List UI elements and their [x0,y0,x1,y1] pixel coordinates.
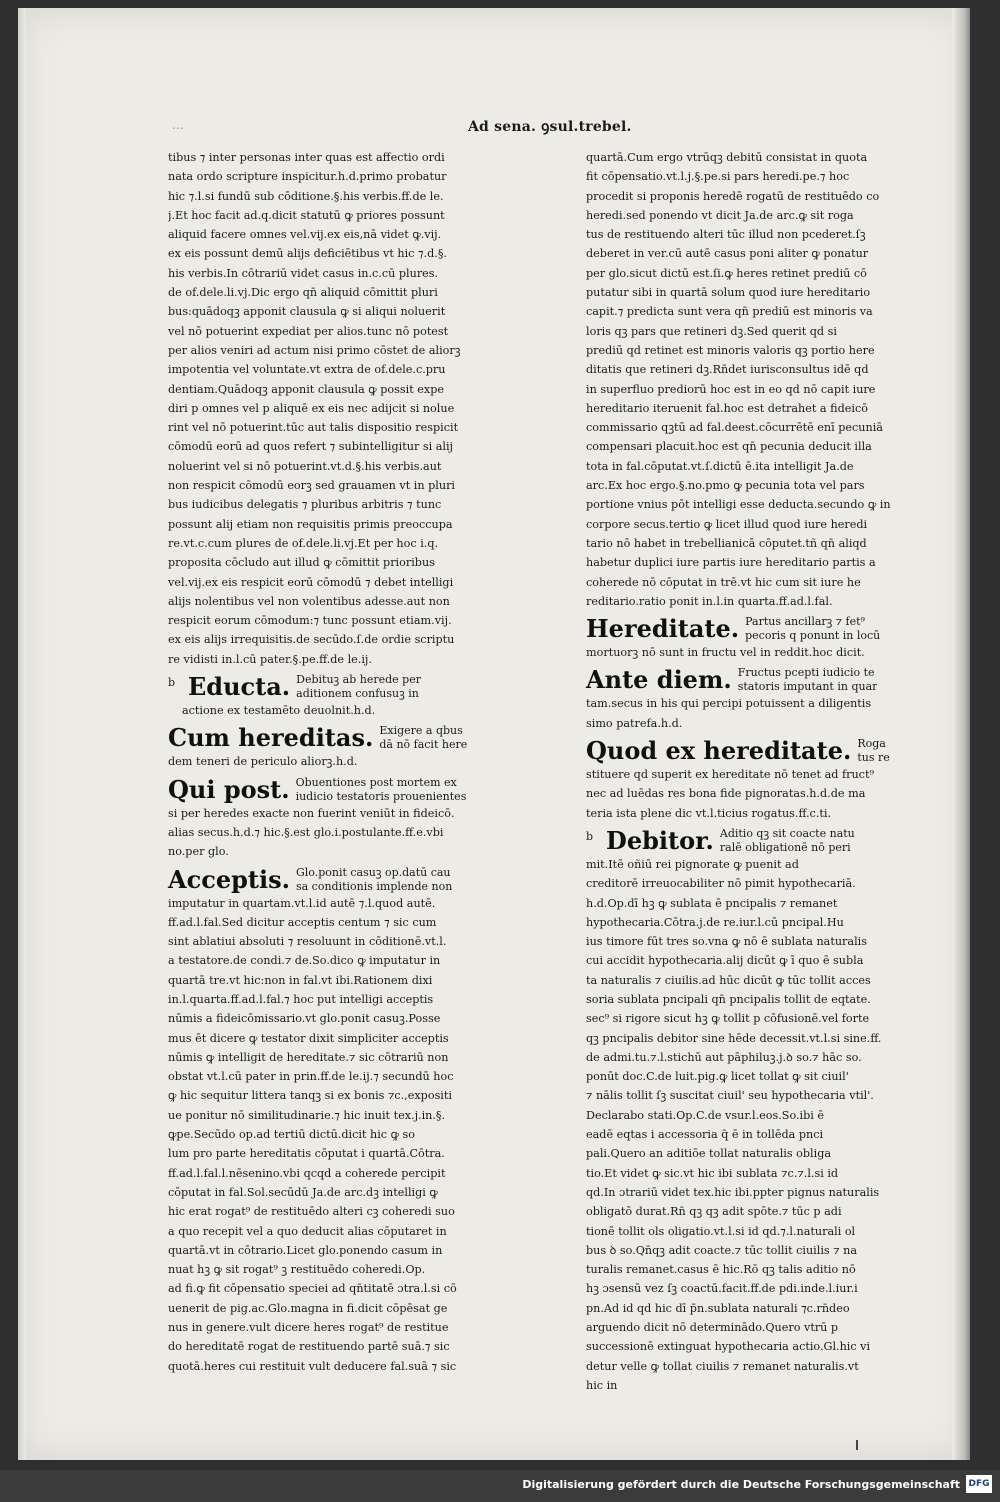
text-line: re vidisti in.l.cū pater.§.pe.ff.de le.ij. [168,652,372,666]
text-line: Declarabo stati.Op.C.de vsur.l.eos.So.ibi ē [586,1108,825,1122]
section-text [168,894,480,1376]
text-line: putatur sibi in quartā solum quod iure hereditario [586,286,871,300]
text-line: actione ex testamēto deuolnit.h.d. [182,704,376,718]
text-line: loris qꝫ pars que retineri dꝫ.Sed querit qd si [586,324,837,338]
funding-credit: Digitalisierung gefördert durch die Deutsche Forschungsgemeinschaft [522,1478,960,1491]
text-line: nec ad luēdas res bona fide pignoratas.h.d.de ma [586,787,866,801]
text-line: eadē eqtas i accessoria q̄ ē in tollēda pnci [586,1128,824,1142]
text-line: successionē extinguat hypothecaria actio.Gl.hic vi [586,1340,871,1354]
text-line: procedit si proponis heredē rogatū de restituēdo co [586,189,880,203]
page-tick [856,1440,858,1450]
page-edge-shadow [952,8,970,1460]
lemma-note-line: Exigere a qbus [379,724,463,738]
text-line: ff.ad.l.fal.l.nēsenino.vbi qcqd a coherede percipit [168,1166,446,1180]
section-hereditate [586,615,898,662]
text-line: ue ponitur nō similitudinarie.⁊ hic inuit tex.j.in.§. [168,1108,446,1122]
text-line: bus ꝺ so.Qn̄qꝫ adit coacte.⁊ tūc tollit ciuilis ⁊ na [586,1243,858,1257]
text-line: ad fi.ꝙ fit cōpensatio speciei ad qn̄titatē ɔtra.l.si cō [168,1282,457,1296]
text-line: vel.vij.ex eis respicit eorū cōmodū ⁊ debet intelligi [168,575,454,589]
text-line: de admi.tu.⁊.l.stichū aut pāphiluꝫ.j.ꝺ so.⁊ hāc so. [586,1050,862,1064]
text-line: tam.secus in his qui percipi potuissent a diligentis [586,697,872,711]
lemma-heading: Cum hereditas. [168,723,374,753]
lemma-note-line: statoris imputant in quar [737,680,878,694]
text-line: bus iudicibus delegatis ⁊ pluribus arbitris ⁊ tunc [168,498,442,512]
text-line: noluerint vel si nō potuerint.vt.d.§.his verbis.aut [168,459,442,473]
text-line: quartā.Cum ergo vtrūqꝫ debitū consistat in quota [586,151,868,164]
text-line: turalis remanet.casus ē hic.Rō qꝫ talis aditio nō [586,1263,856,1277]
text-line: hꝫ ɔsensū vez ſꝫ coactū.facit.ff.de pdi.inde.l.iur.i [586,1282,858,1296]
text-line: deberet in ver.cū autē casus poni aliter ꝙ ponatur [586,247,869,261]
text-line: respicit eorum cōmodum:⁊ tunc possunt etiam.vij. [168,614,452,628]
section-cum-hereditas [168,724,480,771]
lemma-note-line: Partus ancillarꝫ ⁊ fet⁹ [745,615,865,629]
text-line: tio.Et videt ꝙ sic.vt hic ibi sublata ⁊c.⁊.l.si id [586,1166,839,1180]
section-quod-ex-hereditate [586,737,898,823]
text-line: his verbis.In cōtrariū videt casus in.c.cū plures. [168,266,439,280]
text-line: nūmis a fideicōmissario.vt glo.ponit casuꝫ.Posse [168,1012,441,1026]
lemma-note-line: tus re [857,751,890,765]
right-column [586,148,898,1395]
text-line: nata ordo scripture inspicitur.h.d.primo probatur [168,170,447,184]
text-line: compensari placuit.hoc est qn̄ pecunia deducit illa [586,440,872,454]
text-line: heredi.sed ponendo vt dicit Ja.de arc.ꝙ sit roga [586,208,854,222]
text-line: ditatis que retineri dꝫ.Rn̄det iurisconsultus idē qd [586,363,869,377]
lemma-note-line: Glo.ponit casuꝫ op.datū cau [295,865,451,879]
text-line: ex eis alijs irrequisitis.de secūdo.ſ.de ordie scriptu [168,633,455,647]
text-line: sec⁹ si rigore sicut hꝫ ꝙ tollit p cōfusionē.vel forte [586,1012,870,1026]
text-line: do hereditatē rogat de restituendo partē suā.⁊ sic [168,1340,450,1354]
text-line: nus in genere.vult dicere heres rogat⁹ de restitue [168,1321,449,1335]
lemma-heading: Educta. [188,672,291,702]
text-line: mortuorꝫ nō sunt in fructu vel in reddit.hoc dicit. [586,646,865,660]
left-paragraph-1 [168,148,480,669]
text-line: obstat vt.l.cū pater in prin.ff.de le.ij.⁊ secundū hoc [168,1070,454,1084]
lemma-heading: Ante diem. [586,665,732,695]
text-line: lum pro parte hereditatis cōputat i quartā.Cōtra. [168,1147,445,1161]
text-line: possunt alij etiam non requisitis primis preoccupa [168,517,453,531]
section-text [586,694,898,733]
text-line: proposita cōcludo aut illud ꝙ cōmittit prioribus [168,556,435,570]
dfg-logo: DFG [966,1475,992,1493]
text-line: detur velle ꝙ tollat ciuilis ⁊ remanet naturalis.vt [586,1359,859,1373]
text-line: rint vel nō potuerint.tūc aut talis dispositio respicit [168,421,459,435]
lemma-note-line: pecoris q ponunt in locū [745,629,881,643]
text-line: mit.Itē oñiū rei pignorate ꝙ puenit ad [586,857,799,871]
text-line: nūmis ꝙ intelligit de hereditate.⁊ sic cōtrariū non [168,1050,449,1064]
text-line: quotā.heres cui restituit vult deducere fal.suā ⁊ sic [168,1359,457,1373]
text-line: corpore secus.tertio ꝙ licet illud quod iure heredi [586,517,868,531]
text-line: uenerit de pig.ac.Glo.magna in fi.dicit cōpēsat ge [168,1301,448,1315]
text-line: tus de restituendo alteri tūc illud non pcederet.ſꝫ [586,228,866,242]
text-line: hypothecaria.Cōtra.j.de re.iur.l.cū pncipal.Hu [586,915,844,929]
text-line: non respicit cōmodū eorꝫ sed grauamen vt in pluri [168,479,455,493]
text-line: coherede nō cōputat in trē.vt hic cum sit iure he [586,575,861,589]
text-line: arguendo dicit nō determinādo.Quero vtrū p [586,1321,839,1335]
text-line: hic ⁊.l.si fundū sub cōditione.§.his verbis.ff.de le. [168,189,444,203]
lemma-note-line: sa conditionis implende non [295,879,453,893]
lemma-note-line: Aditio qꝫ sit coacte natu [719,826,855,840]
text-line: ꝙ hic sequitur littera tanqꝫ si ex bonis ⁊c.,expositi [168,1089,452,1103]
text-line: stituere qd superit ex hereditate nō tenet ad fruct⁹ [586,768,874,782]
text-line: alijs nolentibus vel non volentibus adesse.aut non [168,594,450,608]
section-text [168,804,480,862]
text-line: pn.Ad id qd hic dī p̄n.sublata naturali ⁊c.rn̄deo [586,1301,850,1315]
running-head: Ad sena. ꝯsul.trebel. [468,119,632,135]
text-line: ⁊ nālis tollit ſꝫ suscitat ciuil' seu hypothecaria vtil'. [586,1089,874,1103]
text-line: si per heredes exacte non fuerint veniūt in fideicō. [168,806,455,820]
left-column [168,148,480,1376]
text-line: cōputat in fal.Sol.secūdū Ja.de arc.dꝫ intelligi ꝙ [168,1185,438,1199]
lemma-note-line: Debituꝫ ab herede per [296,673,421,687]
text-line: dem teneri de periculo aliorꝫ.h.d. [168,755,358,769]
text-line: diri p omnes vel p aliquē ex eis nec adijcit si nolue [168,401,455,415]
text-line: hic in [586,1378,618,1392]
lemma-note-line: aditionem confusuꝫ in [296,687,419,701]
section-qui-post [168,776,480,862]
text-line: bus:quādoqꝫ apponit clausula ꝙ si aliqui noluerit [168,305,446,319]
lemma-note-line: Roga [857,737,886,751]
text-line: mus ēt dicere ꝙ testator dixit simpliciter acceptis [168,1031,449,1045]
lemma-note-line: Fructus pcepti iudicio te [737,666,875,680]
section-ante-diem [586,666,898,733]
section-marker: b [586,829,594,843]
text-line: ex eis possunt demū alijs deficiētibus vt hic ⁊.d.§. [168,247,447,261]
lemma-heading: Hereditate. [586,614,740,644]
text-line: impotentia vel voluntate.vt extra de of.dele.c.pru [168,363,446,377]
lemma-heading: Acceptis. [168,864,290,894]
text-line: sint ablatiui absoluti ⁊ resoluunt in cōditionē.vt.l. [168,935,447,949]
lemma-heading: Debitor. [606,825,714,855]
lemma-note-line: ralē obligationē nō peri [719,840,851,854]
lemma-note-line: iudicio testatoris prouenientes [295,789,467,803]
lemma-heading: Qui post. [168,774,290,804]
text-line: qd.In ɔtrariū videt tex.hic ibi.ppter pignus naturalis [586,1185,880,1199]
text-line: soria sublata pncipali qn̄ pncipalis tollit de eqtate. [586,992,871,1006]
text-line: tibus ⁊ inter personas inter quas est affectio ordi [168,151,445,164]
text-line: obligatō durat.Rn̄ qꝫ qꝫ adit spōte.⁊ tūc p adi [586,1205,842,1219]
text-line: habetur duplici iure partis iure hereditario partis a [586,556,876,570]
text-line: tota in fal.cōputat.vt.ſ.dictū ē.ita intelligit Ja.de [586,459,854,473]
text-line: pali.Quero an aditiōe tollat naturalis obliga [586,1147,832,1161]
text-line: portione vnius pōt intelligi esse deducta.secundo ꝙ in [586,498,891,512]
text-line: creditorē irreuocabiliter nō pimit hypothecariā. [586,877,856,891]
page-gutter-shadow [18,8,26,1460]
text-line: commissario qꝫtū ad fal.deest.cōcurrētē enī pecuniā [586,421,883,435]
text-line: ta naturalis ⁊ ciuilis.ad hūc dicūt ꝙ tūc tollit acces [586,973,871,987]
text-line: per alios veniri ad actum nisi primo cōstet de aliorꝫ [168,343,461,357]
text-line: prediū qd retinet est minoris valoris qꝫ portio here [586,343,875,357]
text-line: alias secus.h.d.⁊ hic.§.est glo.i.postulante.ff.e.vbi [168,825,444,839]
lemma-note-line: Obuentiones post mortem ex [295,775,457,789]
section-acceptis [168,866,480,1376]
section-text [586,765,898,823]
text-line: in.l.quarta.ff.ad.l.fal.⁊ hoc put intelligi acceptis [168,992,434,1006]
text-line: tionē tollit ols oligatio.vt.l.si id qd.⁊.l.naturali ol [586,1224,856,1238]
section-debitor [586,827,898,1395]
section-educta [168,673,480,720]
text-line: ponūt doc.C.de luit.pig.ꝙ licet tollat ꝙ sit ciuil' [586,1070,849,1084]
text-line: dentiam.Quādoqꝫ apponit clausula ꝙ possit expe [168,382,444,396]
text-line: cōmodū eorū ad quos refert ⁊ subintelligitur si alij [168,440,454,454]
text-line: in superfluo prediorū hoc est in eo qd nō capit iure [586,382,876,396]
text-line: h.d.Op.dī hꝫ ꝙ sublata ē pncipalis ⁊ remanet [586,896,838,910]
text-line: j.Et hoc facit ad.q.dicit statutū ꝙ priores possunt [168,208,445,222]
text-line: ff.ad.l.fal.Sed dicitur acceptis centum ⁊ sic cum [168,915,437,929]
text-line: imputatur in quartam.vt.l.id autē ⁊.l.quod autē. [168,896,436,910]
text-line: aliquid facere omnes vel.vij.ex eis,nā videt ꝙ.vij. [168,228,442,242]
text-line: quartā.vt in cōtrario.Licet glo.ponendo casum in [168,1243,443,1257]
text-line: qꝫ pncipalis debitor sine hēde decessit.vt.l.si sine.ff. [586,1031,882,1045]
lemma-heading: Quod ex hereditate. [586,736,852,766]
text-line: re.vt.c.cum plures de of.dele.li.vj.Et per hoc i.q. [168,536,439,550]
text-line: teria ista plene dic vt.l.ticius rogatus.ff.c.ti. [586,806,832,820]
text-line: reditario.ratio ponit in.l.in quarta.ff.ad.l.fal. [586,594,833,608]
corner-mark: ... [172,118,184,132]
text-line: arc.Ex hoc ergo.§.no.pmo ꝙ pecunia tota vel pars [586,479,865,493]
right-paragraph-1 [586,148,898,611]
text-line: de of.dele.li.vj.Dic ergo qn̄ aliquid cōmittit pluri [168,286,438,300]
text-line: hereditario iteruenit fal.hoc est detrahet a fideicō [586,401,868,415]
text-line: fit cōpensatio.vt.l.j.§.pe.si pars heredi.pe.⁊ hoc [586,170,850,184]
text-line: a testatore.de condi.⁊ de.So.dico ꝙ imputatur in [168,954,441,968]
text-line: nuat hꝫ ꝙ sit rogat⁹ ꝫ restituēdo coheredi.Op. [168,1263,426,1277]
text-line: capit.⁊ predicta sunt vera qn̄ prediū est minoris va [586,305,873,319]
section-marker: b [168,676,176,690]
text-line: hic erat rogat⁹ de restituēdo alteri cꝫ coheredi suo [168,1205,455,1219]
text-line: per glo.sicut dictū est.ſi.ꝙ heres retinet prediū cō [586,266,867,280]
section-text [586,855,898,1395]
text-line: cui accidit hypothecaria.alij dicūt ꝙ ī quo ē subla [586,954,864,968]
text-line: quartā tre.vt hic:non in fal.vt ibi.Rationem dixi [168,973,433,987]
text-line: ius timore fūt tres so.vna ꝙ nō ē sublata naturalis [586,935,867,949]
text-line: a quo recepit vel a quo deducit alias cōputaret in [168,1224,447,1238]
text-line: tario nō habet in trebellianicā cōputet.tñ qn̄ aliqd [586,536,867,550]
text-line: vel nō potuerint expediat per alios.tunc nō potest [168,324,449,338]
text-line: simo patrefa.h.d. [586,716,683,730]
text-line: ꝙpe.Secūdo op.ad tertiū dictū.dicit hic ꝙ so [168,1128,416,1142]
lemma-note-line: dā nō facit here [379,738,468,752]
text-line: no.per glo. [168,845,229,859]
